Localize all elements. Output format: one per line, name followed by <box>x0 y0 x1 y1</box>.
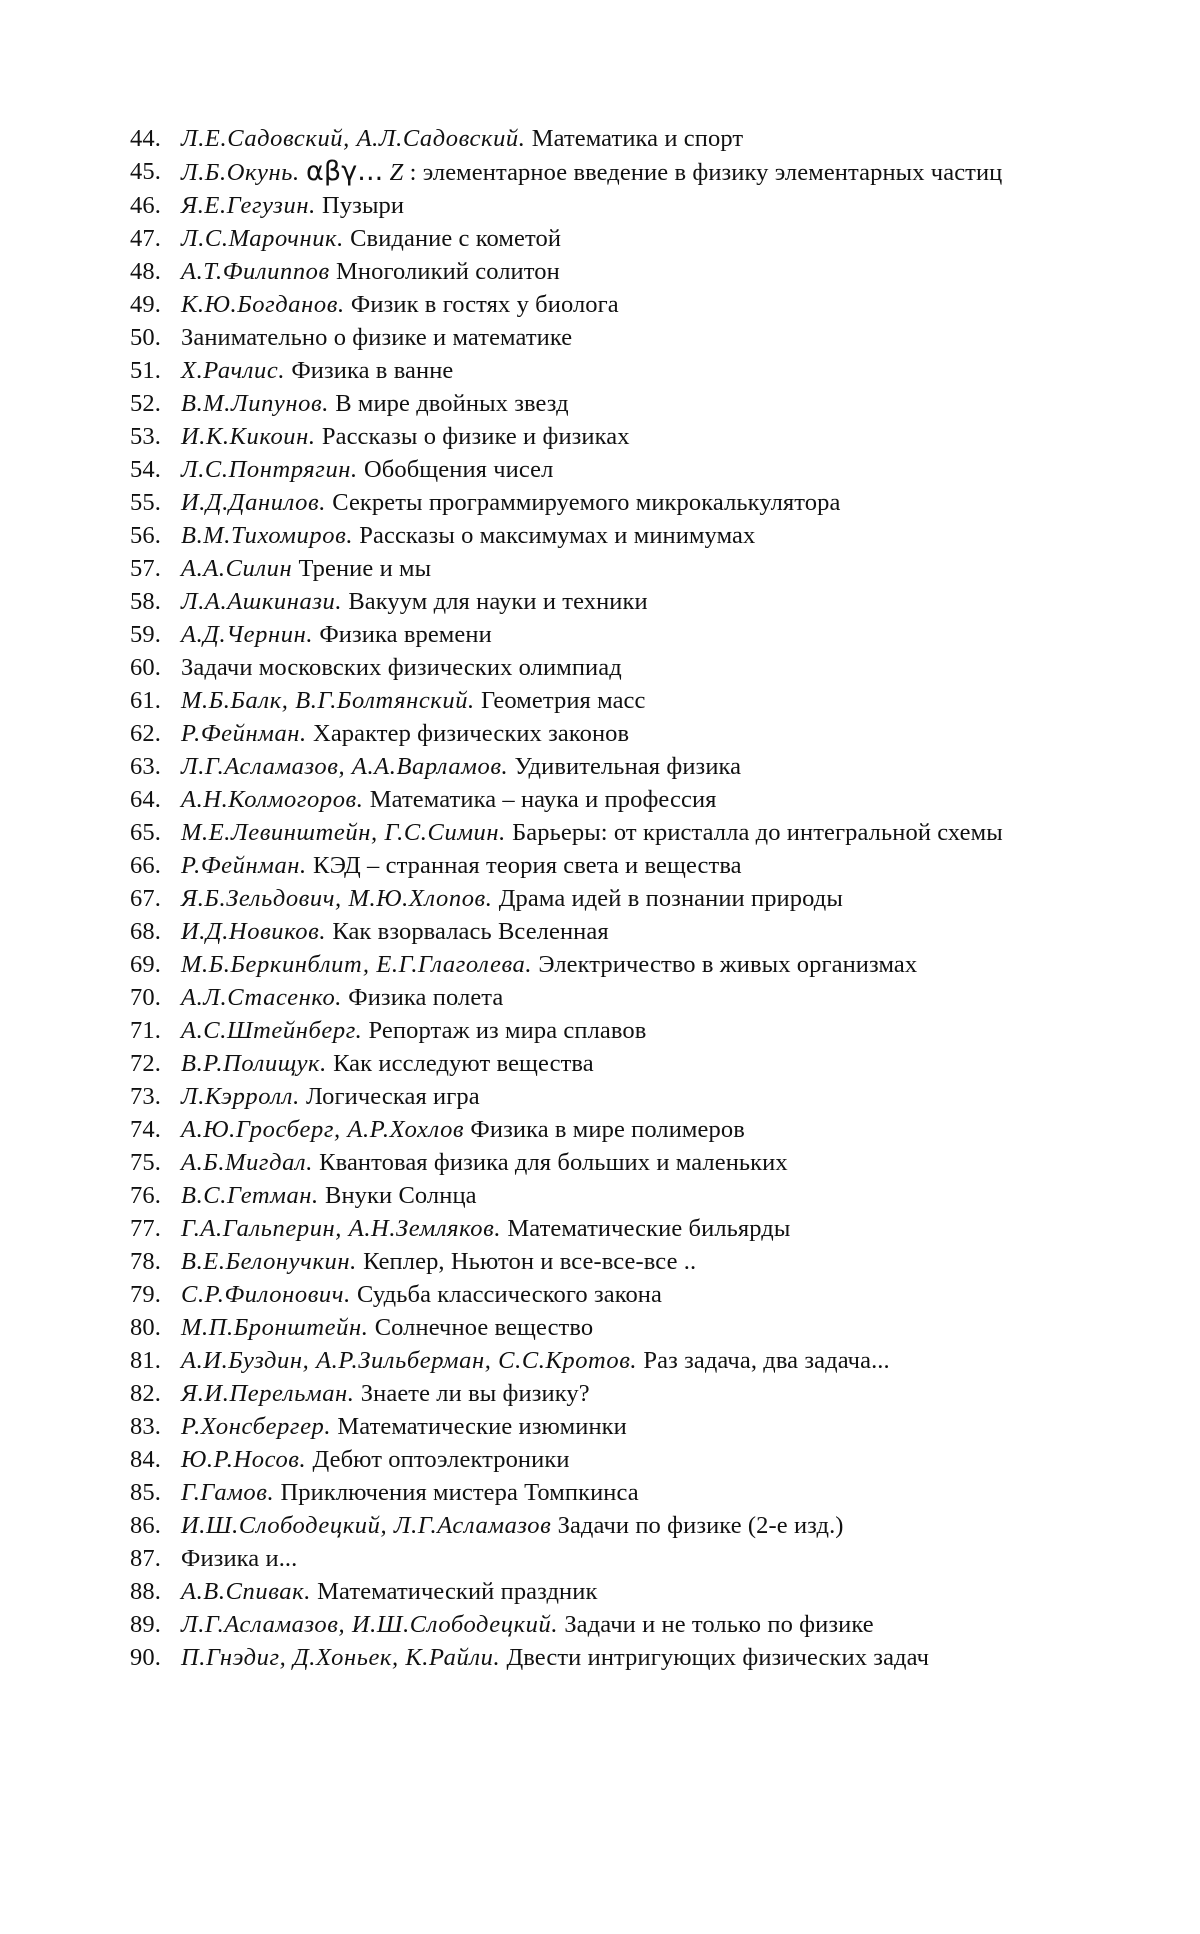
list-item <box>0 1476 1110 1509</box>
entry-title: Электричество в живых организмах <box>538 951 918 978</box>
entry-number: 57. <box>130 555 161 582</box>
entry-authors: Х.Рачлис. <box>181 357 286 384</box>
entry-number: 86. <box>130 1512 161 1539</box>
entry-title: Судьба классического закона <box>357 1281 662 1308</box>
list-item <box>0 750 1110 783</box>
entry-number: 80. <box>130 1314 161 1341</box>
list-item <box>0 717 1110 750</box>
list-item <box>0 486 1110 519</box>
entry-number: 47. <box>130 225 161 252</box>
list-item <box>0 288 1110 321</box>
entry-title: Задачи и не только по физике <box>564 1611 874 1638</box>
entry-number: 89. <box>130 1611 161 1638</box>
entry-number: 71. <box>130 1017 161 1044</box>
entry-title: Внуки Солнца <box>325 1182 477 1209</box>
entry-title: Математические бильярды <box>507 1215 791 1242</box>
entry-number: 48. <box>130 258 161 285</box>
entry-number: 64. <box>130 786 161 813</box>
entry-title: Физика полета <box>348 984 504 1011</box>
list-item <box>0 387 1110 420</box>
entry-title: Физика в мире полимеров <box>470 1116 745 1143</box>
entry-title: Занимательно о физике и математике <box>181 324 573 351</box>
entry-number: 66. <box>130 852 161 879</box>
entry-authors: И.К.Кикоин. <box>181 423 316 450</box>
entry-title: Двести интригующих физических задач <box>506 1644 930 1671</box>
list-item <box>0 1608 1110 1641</box>
list-item <box>0 783 1110 816</box>
entry-number: 60. <box>130 654 161 681</box>
entry-title: Драма идей в познании природы <box>498 885 843 912</box>
entry-title: Задачи по физике (2-е изд.) <box>557 1512 844 1539</box>
entry-number: 76. <box>130 1182 161 1209</box>
list-item <box>0 1080 1110 1113</box>
entry-authors: А.Н.Колмогоров. <box>181 786 364 813</box>
entry-title: Физика и... <box>181 1545 298 1572</box>
entry-number: 67. <box>130 885 161 912</box>
entry-authors: А.С.Штейнберг. <box>181 1017 363 1044</box>
list-item <box>0 222 1110 255</box>
entry-authors: Я.Е.Гегузин. <box>181 192 316 219</box>
entry-number: 53. <box>130 423 161 450</box>
entry-authors: Л.А.Ашкинази. <box>181 588 343 615</box>
entry-authors: С.Р.Филонович. <box>181 1281 351 1308</box>
entry-authors: А.Л.Стасенко. <box>181 984 343 1011</box>
list-item <box>0 1146 1110 1179</box>
entry-number: 73. <box>130 1083 161 1110</box>
list-item <box>0 519 1110 552</box>
entry-number: 51. <box>130 357 161 384</box>
entry-title: Математика и спорт <box>531 125 744 152</box>
entry-number: 61. <box>130 687 161 714</box>
entry-title: Секреты программируемого микрокалькулятора <box>332 489 841 516</box>
entry-title: Рассказы о физике и физиках <box>321 423 630 450</box>
list-item <box>0 1278 1110 1311</box>
entry-title: Знаете ли вы физику? <box>360 1380 590 1407</box>
entry-authors: И.Д.Данилов. <box>181 489 326 516</box>
entry-title: Физика времени <box>319 621 492 648</box>
entry-authors: А.А.Силин <box>181 555 293 582</box>
entry-authors: Л.С.Понтрягин. <box>181 456 358 483</box>
entry-title: Обобщения чисел <box>364 456 554 483</box>
entry-title: Раз задача, два задача... <box>643 1347 890 1374</box>
entry-authors: Р.Хонсбергер. <box>181 1413 332 1440</box>
list-item <box>0 816 1110 849</box>
entry-number: 90. <box>130 1644 161 1671</box>
list-item <box>0 948 1110 981</box>
entry-title: Вакуум для науки и техники <box>348 588 648 615</box>
entry-number: 62. <box>130 720 161 747</box>
entry-authors: А.И.Буздин, А.Р.Зильберман, С.С.Кротов. <box>181 1347 638 1374</box>
list-item <box>0 255 1110 288</box>
list-item <box>0 1410 1110 1443</box>
entry-authors: В.М.Липунов. <box>181 390 329 417</box>
entry-number: 44. <box>130 125 161 152</box>
list-item <box>0 420 1110 453</box>
entry-authors: В.С.Гетман. <box>181 1182 319 1209</box>
entry-authors: А.Б.Мигдал. <box>181 1149 313 1176</box>
entry-number: 69. <box>130 951 161 978</box>
list-item <box>0 1014 1110 1047</box>
entry-number: 63. <box>130 753 161 780</box>
entry-number: 84. <box>130 1446 161 1473</box>
entry-title: КЭД – странная теория света и вещества <box>313 852 742 879</box>
entry-number: 77. <box>130 1215 161 1242</box>
list-item <box>0 1542 1110 1575</box>
entry-authors: П.Гнэдиг, Д.Хоньек, К.Райли. <box>181 1644 501 1671</box>
list-item <box>0 1212 1110 1245</box>
entry-title: Математические изюминки <box>337 1413 627 1440</box>
list-item <box>0 155 1110 189</box>
entry-number: 72. <box>130 1050 161 1077</box>
entry-title: Пузыри <box>322 192 405 219</box>
entry-authors: Г.А.Гальперин, А.Н.Земляков. <box>181 1215 502 1242</box>
entry-title: В мире двойных звезд <box>335 390 569 417</box>
entry-number: 79. <box>130 1281 161 1308</box>
list-item <box>0 1245 1110 1278</box>
list-item <box>0 981 1110 1014</box>
list-item <box>0 684 1110 717</box>
entry-number: 74. <box>130 1116 161 1143</box>
entry-authors: А.Т.Филиппов <box>181 258 330 285</box>
entry-authors: А.Ю.Гросберг, А.Р.Хохлов <box>181 1116 465 1143</box>
entry-authors: Л.Е.Садовский, А.Л.Садовский. <box>181 125 526 152</box>
entry-number: 59. <box>130 621 161 648</box>
entry-number: 52. <box>130 390 161 417</box>
list-item <box>0 321 1110 354</box>
list-item <box>0 585 1110 618</box>
entry-authors: А.В.Спивак. <box>181 1578 311 1605</box>
entry-title: Как взорвалась Вселенная <box>332 918 609 945</box>
list-item <box>0 915 1110 948</box>
entry-authors: А.Д.Чернин. <box>181 621 314 648</box>
entry-authors: Л.С.Марочник. <box>181 225 344 252</box>
entry-title: Рассказы о максимумах и минимумах <box>359 522 756 549</box>
entry-authors: В.М.Тихомиров. <box>181 522 354 549</box>
entry-authors: Р.Фейнман. <box>181 720 307 747</box>
entry-number: 75. <box>130 1149 161 1176</box>
book-list <box>0 122 1200 1674</box>
list-item <box>0 1047 1110 1080</box>
entry-number: 78. <box>130 1248 161 1275</box>
entry-number: 54. <box>130 456 161 483</box>
entry-title: Логическая игра <box>306 1083 480 1110</box>
list-item <box>0 122 1110 155</box>
entry-title: Физика в ванне <box>291 357 454 384</box>
list-item <box>0 1509 1110 1542</box>
entry-title-greek: αβγ... <box>306 156 384 187</box>
list-item <box>0 1377 1110 1410</box>
list-item <box>0 453 1110 486</box>
entry-title: Солнечное вещество <box>374 1314 594 1341</box>
entry-number: 83. <box>130 1413 161 1440</box>
entry-title: Приключения мистера Томпкинса <box>280 1479 639 1506</box>
entry-title: Барьеры: от кристалла до интегральной схемы <box>512 819 1003 846</box>
entry-number: 49. <box>130 291 161 318</box>
entry-number: 88. <box>130 1578 161 1605</box>
list-item <box>0 1443 1110 1476</box>
entry-number: 50. <box>130 324 161 351</box>
list-item <box>0 354 1110 387</box>
entry-title: Кеплер, Ньютон и все-все-все .. <box>363 1248 697 1275</box>
list-item <box>0 618 1110 651</box>
entry-authors: М.Б.Беркинблит, Е.Г.Глаголева. <box>181 951 533 978</box>
entry-authors: Г.Гамов. <box>181 1479 275 1506</box>
entry-number: 46. <box>130 192 161 219</box>
entry-number: 45. <box>130 158 161 185</box>
entry-title: Математический праздник <box>317 1578 598 1605</box>
entry-authors: Л.Кэрролл. <box>181 1083 300 1110</box>
entry-authors: В.Р.Полищук. <box>181 1050 327 1077</box>
entry-title: Характер физических законов <box>313 720 630 747</box>
entry-authors: Я.Б.Зельдович, М.Ю.Хлопов. <box>181 885 493 912</box>
list-item <box>0 651 1110 684</box>
list-item <box>0 849 1110 882</box>
entry-title: Квантовая физика для больших и маленьких <box>319 1149 788 1176</box>
entry-number: 56. <box>130 522 161 549</box>
entry-title: Задачи московских физических олимпиад <box>181 654 622 681</box>
entry-authors: Ю.Р.Носов. <box>181 1446 307 1473</box>
entry-title: Многоликий солитон <box>336 258 560 285</box>
list-item <box>0 552 1110 585</box>
entry-number: 70. <box>130 984 161 1011</box>
entry-title: Физик в гостях у биолога <box>350 291 619 318</box>
list-item <box>0 1641 1110 1674</box>
entry-title: Удивительная физика <box>514 753 742 780</box>
entry-number: 82. <box>130 1380 161 1407</box>
entry-number: 68. <box>130 918 161 945</box>
list-item <box>0 882 1110 915</box>
list-item <box>0 1575 1110 1608</box>
entry-title: Как исследуют вещества <box>333 1050 594 1077</box>
list-item <box>0 1311 1110 1344</box>
entry-title: Математика – наука и профессия <box>369 786 717 813</box>
entry-authors: Л.Г.Асламазов, А.А.Варламов. <box>181 753 509 780</box>
list-item <box>0 1113 1110 1146</box>
entry-authors: И.Ш.Слободецкий, Л.Г.Асламазов <box>181 1512 552 1539</box>
entry-authors: В.Е.Белонучкин. <box>181 1248 357 1275</box>
entry-title-z: Z <box>389 159 404 186</box>
entry-authors: Р.Фейнман. <box>181 852 307 879</box>
entry-title: Трение и мы <box>298 555 432 582</box>
entry-number: 85. <box>130 1479 161 1506</box>
entry-title: Свидание с кометой <box>350 225 562 252</box>
entry-title: Дебют оптоэлектроники <box>312 1446 570 1473</box>
entry-authors: Л.Б.Окунь. <box>181 159 300 186</box>
entry-number: 81. <box>130 1347 161 1374</box>
entry-authors: М.П.Бронштейн. <box>181 1314 369 1341</box>
entry-authors: К.Ю.Богданов. <box>181 291 345 318</box>
entry-title: Геометрия масс <box>481 687 646 714</box>
entry-number: 87. <box>130 1545 161 1572</box>
entry-authors: М.Б.Балк, В.Г.Болтянский. <box>181 687 475 714</box>
entry-authors: Л.Г.Асламазов, И.Ш.Слободецкий. <box>181 1611 559 1638</box>
entry-authors: М.Е.Левинштейн, Г.С.Симин. <box>181 819 506 846</box>
list-item <box>0 1344 1110 1377</box>
entry-title: Репортаж из мира сплавов <box>368 1017 647 1044</box>
entry-title: : элементарное введение в физику элементарных частиц <box>409 159 1003 186</box>
list-item <box>0 189 1110 222</box>
entry-authors: И.Д.Новиков. <box>181 918 327 945</box>
list-item <box>0 1179 1110 1212</box>
entry-number: 58. <box>130 588 161 615</box>
entry-number: 55. <box>130 489 161 516</box>
entry-number: 65. <box>130 819 161 846</box>
entry-authors: Я.И.Перельман. <box>181 1380 355 1407</box>
